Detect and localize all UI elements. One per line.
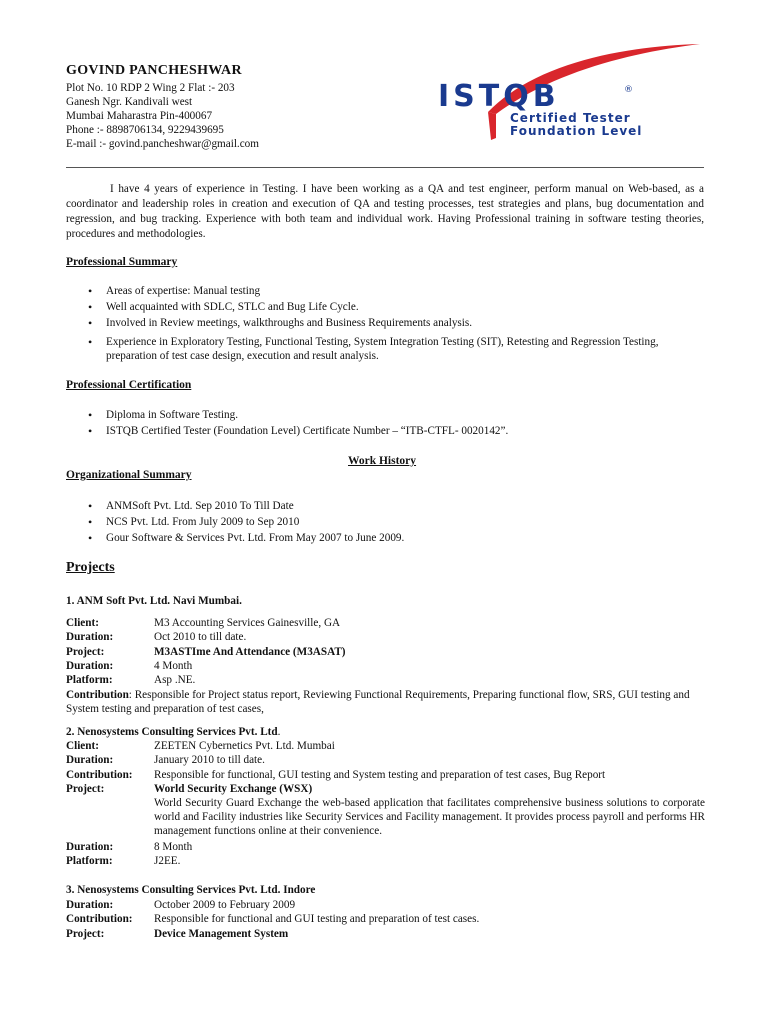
field-value: 4 Month (154, 660, 193, 672)
professional-summary-list (88, 284, 704, 363)
field-value: M3 Accounting Services Gainesville, GA (154, 617, 341, 629)
logo-wordmark: ISTQB (438, 79, 560, 114)
organizational-summary-list (88, 499, 704, 545)
field-value: 8 Month (154, 841, 193, 853)
field-label: Duration: (66, 660, 114, 672)
istqb-logo (436, 42, 704, 142)
project-1-contribution (66, 688, 706, 716)
project-2-heading: 2. Nenosystems Consulting Services Pvt. Ltd (66, 726, 278, 738)
field-value: Responsible for functional and GUI testing and preparation of test cases. (154, 913, 480, 925)
address-line-1: Plot No. 10 RDP 2 Wing 2 Flat :- 203 (66, 82, 235, 94)
intro-text: I have 4 years of experience in Testing. I have been working as a QA and test engineer, perform manual on Web-based, as a coordinator and leadership roles in creation and execution of QA and testing processes, test strategies and plans, bug documentation and regression, and bug tracking. Experience with both team and individual work. Having Professional training in software testing theories, procedures and methodologies. (66, 183, 704, 240)
field-value: Device Management System (154, 928, 289, 940)
certification-list (88, 408, 704, 438)
list-item: • Well acquainted with SDLC, STLC and Bug Life Cycle. (88, 300, 704, 314)
field-value: : Responsible for Project status report, Reviewing Functional Requirements, Preparing functional flow, SRS, GUI testing and System testing and preparation of test cases, (66, 689, 690, 715)
candidate-name: GOVIND PANCHESHWAR (66, 63, 242, 78)
phone-line: Phone :- 8898706134, 9229439695 (66, 124, 224, 136)
project-2-heading-dot: . (277, 726, 281, 738)
professional-summary-heading: Professional Summary (66, 256, 178, 268)
list-item: • Experience in Exploratory Testing, Functional Testing, System Integration Testing (SIT), Retesting and Regression Testing, preparation of test case design, execution and result analysis. (88, 335, 704, 363)
list-item: • Diploma in Software Testing. (88, 408, 704, 422)
field-label: Duration: (66, 899, 114, 911)
field-label: Project: (66, 783, 105, 795)
field-label: Project: (66, 646, 105, 658)
field-label: Client: (66, 740, 99, 752)
logo-trademark: ® (624, 85, 633, 95)
field-label: Client: (66, 617, 99, 629)
field-label: Contribution: (66, 769, 133, 781)
field-value: October 2009 to February 2009 (154, 899, 296, 911)
work-history-heading: Work History (348, 455, 417, 467)
email-line: E-mail :- govind.pancheshwar@gmail.com (66, 138, 259, 150)
address-line-3: Mumbai Maharastra Pin-400067 (66, 110, 213, 122)
project-1-heading: 1. ANM Soft Pvt. Ltd. Navi Mumbai. (66, 595, 242, 607)
field-value: Responsible for functional, GUI testing and System testing and preparation of test cases, Bug Report (154, 769, 606, 781)
intro-paragraph (66, 182, 704, 242)
field-value: ZEETEN Cybernetics Pvt. Ltd. Mumbai (154, 740, 335, 752)
logo-line-2: Foundation Level (510, 124, 643, 138)
field-value: Asp .NE. (154, 674, 196, 686)
field-label: Platform: (66, 855, 113, 867)
professional-certification-heading: Professional Certification (66, 379, 192, 391)
list-item: • Involved in Review meetings, walkthroughs and Business Requirements analysis. (88, 316, 704, 330)
list-item: • NCS Pvt. Ltd. From July 2009 to Sep 2010 (88, 515, 704, 529)
field-label: Duration: (66, 754, 114, 766)
projects-heading: Projects (66, 560, 115, 575)
project-3-heading: 3. Nenosystems Consulting Services Pvt. Ltd. Indore (66, 884, 316, 896)
field-label: Contribution (66, 689, 129, 701)
list-item: • Gour Software & Services Pvt. Ltd. From May 2007 to June 2009. (88, 531, 704, 545)
field-value: M3ASTIme And Attendance (M3ASAT) (154, 646, 346, 658)
project-2-description: World Security Guard Exchange the web-based application that facilitates comprehensive business solutions to corporate world and Facility industries like Security Services and Facility management. It provides process payroll and performs HR management functions online at their convenience. (154, 797, 705, 837)
project-2-heading-wrap (66, 725, 706, 739)
address-line-2: Ganesh Ngr. Kandivali west (66, 96, 193, 108)
field-value: J2EE. (154, 855, 181, 867)
logo-swoosh-tail (488, 112, 496, 140)
logo-line-1: Certified Tester (510, 111, 631, 125)
field-label: Duration: (66, 631, 114, 643)
list-item: • ANMSoft Pvt. Ltd. Sep 2010 To Till Date (88, 499, 704, 513)
field-label: Platform: (66, 674, 113, 686)
field-label: Project: (66, 928, 105, 940)
istqb-logo-graphic (436, 42, 704, 142)
field-label: Duration: (66, 841, 114, 853)
field-value: January 2010 to till date. (154, 754, 265, 766)
field-label: Contribution: (66, 913, 133, 925)
header-divider (66, 167, 704, 168)
list-item: • ISTQB Certified Tester (Foundation Level) Certificate Number – “ITB-CTFL- 0020142”. (88, 424, 704, 438)
organizational-summary-heading: Organizational Summary (66, 469, 192, 481)
field-value: Oct 2010 to till date. (154, 631, 247, 643)
field-value: World Security Exchange (WSX) (154, 783, 313, 795)
list-item: • Areas of expertise: Manual testing (88, 284, 704, 298)
